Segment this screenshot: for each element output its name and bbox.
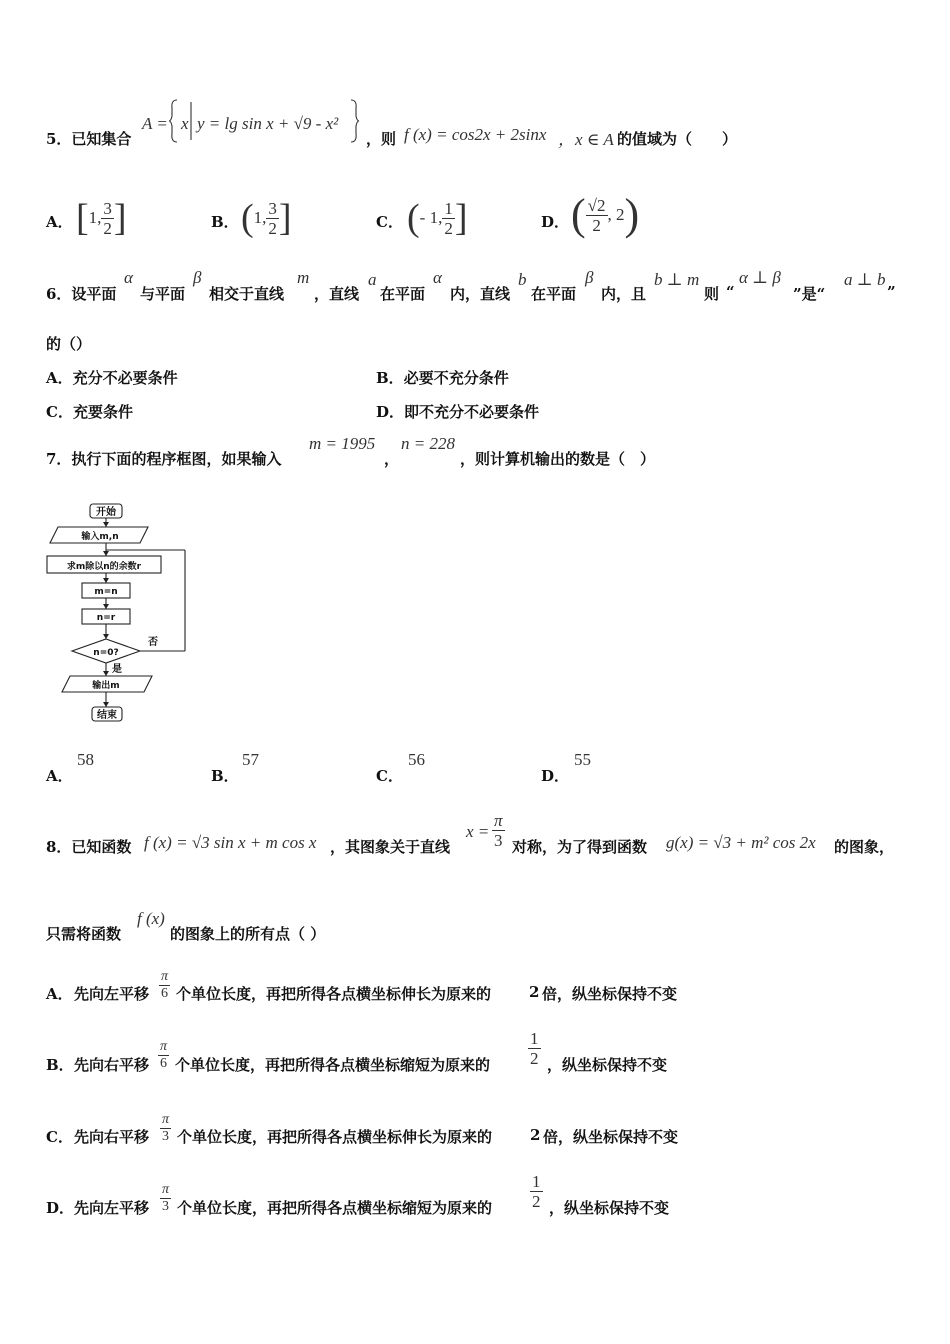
q6-condition: b ⊥ m bbox=[654, 270, 700, 289]
q8-opt-c-pre: 先向右平移 bbox=[74, 1128, 150, 1146]
q7-opt-c-value: 56 bbox=[408, 750, 425, 769]
q6-a: a bbox=[368, 270, 377, 289]
q8-opt-a-ratio: 2 bbox=[529, 983, 540, 1001]
q8-opt-b-den: 6 bbox=[160, 1056, 167, 1071]
q6-opt-a-label: A． bbox=[46, 369, 73, 387]
q7-flowchart bbox=[40, 500, 200, 725]
flow-assign-n-text: n=r bbox=[96, 613, 116, 623]
q8-opt-b-frac bbox=[158, 1040, 169, 1071]
flow-end-text: 结束 bbox=[97, 710, 117, 721]
q7-opt-b-value: 57 bbox=[242, 750, 259, 769]
q8-f-definition: f (x) = √3 sin x + m cos x bbox=[144, 833, 317, 852]
q8-opt-d-mid: 个单位长度，再把所得各点横坐标缩短为原来的 bbox=[177, 1199, 493, 1217]
flow-no-label: 否 bbox=[148, 637, 158, 648]
q8-text-4: 的图象， bbox=[834, 838, 895, 856]
q5-set-lhs: A = bbox=[142, 114, 168, 133]
q6-opt-c-label: C． bbox=[46, 403, 73, 421]
flow-condition-text: n=0? bbox=[93, 648, 119, 658]
q6-text-9: 则 bbox=[704, 285, 720, 303]
q6-opt-b-text: 必要不充分条件 bbox=[403, 369, 509, 387]
q8-three: 3 bbox=[494, 831, 503, 850]
q7-m-value: m = 1995 bbox=[309, 434, 376, 453]
q6-opt-b bbox=[376, 367, 509, 388]
q8-line-lhs: x = bbox=[466, 822, 490, 841]
q8-opt-b-mid: 个单位长度，再把所得各点横坐标缩短为原来的 bbox=[175, 1056, 491, 1074]
q5-set-body: y = lg sin x + √9 - x² bbox=[197, 114, 339, 133]
q5-opt-d-label: D． bbox=[541, 213, 570, 231]
q6-beta: β bbox=[193, 268, 202, 287]
q5-opt-c-label: C． bbox=[376, 213, 403, 231]
q5-opt-a-label: A． bbox=[46, 213, 73, 231]
q6-b: b bbox=[518, 270, 527, 289]
q6-text-5: 在平面 bbox=[380, 285, 426, 303]
q8-opt-c-num: π bbox=[162, 1112, 170, 1127]
q8-fx: f (x) bbox=[137, 909, 165, 928]
q6-opt-d-label: D． bbox=[376, 403, 405, 421]
q6-alpha-2: α bbox=[433, 268, 442, 287]
q8-opt-c-mid: 个单位长度，再把所得各点横坐标伸长为原来的 bbox=[177, 1128, 493, 1146]
q8-opt-d-post: ，纵坐标保持不变 bbox=[549, 1199, 670, 1217]
q8-pi: π bbox=[494, 811, 503, 830]
q8-opt-c-post: 倍，纵坐标保持不变 bbox=[543, 1128, 679, 1146]
q6-line-2: 的（） bbox=[46, 335, 92, 353]
q5-stem-end: 的值域为（ ） bbox=[617, 130, 738, 148]
q6-opt-c bbox=[46, 401, 133, 422]
q6-opt-d-text: 即不充分不必要条件 bbox=[404, 403, 540, 421]
q8-opt-b-ratio bbox=[528, 1030, 541, 1067]
q7-comma: ， bbox=[384, 450, 400, 468]
q6-quote-3: ” bbox=[887, 283, 896, 301]
q7-opt-d-value: 55 bbox=[574, 750, 591, 769]
q5-stem-start: 5．已知集合 bbox=[46, 130, 132, 148]
q6-m: m bbox=[297, 268, 310, 287]
q6-opt-a bbox=[46, 367, 178, 388]
q8-opt-b-pre: 先向右平移 bbox=[74, 1056, 150, 1074]
q8-opt-b-label: B． bbox=[46, 1056, 74, 1074]
flow-output-text: 输出m bbox=[92, 681, 120, 691]
q6-text-8: 内，且 bbox=[601, 285, 647, 303]
q6-text-6: 内，直线 bbox=[450, 285, 511, 303]
q7-text-2: ，则计算机输出的数是（ ） bbox=[460, 450, 656, 468]
q5-opt-b-value: (1, $\frac{3}{2}$ ] bbox=[241, 197, 292, 239]
q8-opt-a-post: 倍，纵坐标保持不变 bbox=[542, 985, 678, 1003]
q6-text-7: 在平面 bbox=[531, 285, 577, 303]
flow-remainder-text: 求m除以n的余数r bbox=[66, 562, 142, 572]
q8-opt-a-pre: 先向左平移 bbox=[74, 985, 150, 1003]
q5-opt-c-value: (- 1, $\frac{1}{2}$ ] bbox=[407, 197, 468, 239]
q5-opt-b-label: B． bbox=[211, 213, 239, 231]
q7-n-value: n = 228 bbox=[401, 434, 455, 453]
q5-function: f (x) = cos2x + 2sinx bbox=[404, 125, 547, 144]
q6-beta-2: β bbox=[585, 268, 594, 287]
q6-opt-d bbox=[376, 401, 539, 422]
q7-opt-d-label: D． bbox=[541, 767, 570, 785]
q8-opt-b-rnum: 1 bbox=[530, 1029, 539, 1048]
q6-opt-b-label: B． bbox=[376, 369, 404, 387]
q8-opt-b-post: ，纵坐标保持不变 bbox=[547, 1056, 668, 1074]
flow-assign-m-text: m=n bbox=[94, 587, 118, 597]
q6-opt-c-text: 充要条件 bbox=[72, 403, 133, 421]
q7-opt-b-label: B． bbox=[211, 767, 239, 785]
q8-opt-a-mid: 个单位长度，再把所得各点横坐标伸长为原来的 bbox=[176, 985, 492, 1003]
q7-opt-c-label: C． bbox=[376, 767, 403, 785]
q6-quote-2: ”是“ bbox=[793, 285, 826, 303]
q8-opt-d-num: π bbox=[162, 1182, 170, 1197]
q8-opt-a-label: A． bbox=[46, 985, 73, 1003]
q8-opt-a-den: 6 bbox=[161, 986, 168, 1001]
q8-text-1: 8．已知函数 bbox=[46, 838, 132, 856]
q5-opt-a-value: [1, $\frac{3}{2}$ ] bbox=[76, 197, 127, 239]
q6-text-1: 6．设平面 bbox=[46, 285, 117, 303]
q8-opt-c-ratio: 2 bbox=[530, 1126, 541, 1144]
q8-line-frac bbox=[492, 812, 505, 849]
q6-text-2: 与平面 bbox=[140, 285, 186, 303]
q8-opt-d-pre: 先向左平移 bbox=[74, 1199, 150, 1217]
q8-opt-c-label: C． bbox=[46, 1128, 73, 1146]
q8-opt-b-rden: 2 bbox=[530, 1049, 539, 1068]
flow-yes-label: 是 bbox=[112, 664, 122, 675]
q6-quote-1: “ bbox=[726, 283, 735, 301]
q8-opt-d-rnum: 1 bbox=[532, 1172, 541, 1191]
q8-opt-d-rden: 2 bbox=[532, 1192, 541, 1211]
q7-opt-a-value: 58 bbox=[77, 750, 94, 769]
q8-opt-d-den: 3 bbox=[162, 1199, 169, 1214]
q8-opt-c-den: 3 bbox=[162, 1129, 169, 1144]
q8-opt-d-ratio bbox=[530, 1173, 543, 1210]
q5-stem-mid: ，则 bbox=[366, 130, 397, 148]
q8-opt-d-frac bbox=[160, 1183, 171, 1214]
q6-opt-a-text: 充分不必要条件 bbox=[72, 369, 178, 387]
q8-opt-a-frac bbox=[159, 970, 170, 1001]
q8-line-2a: 只需将函数 bbox=[46, 925, 122, 943]
q6-alpha: α bbox=[124, 268, 133, 287]
q5-set-var: x bbox=[181, 114, 189, 133]
q8-opt-b-num: π bbox=[160, 1039, 168, 1054]
q8-opt-c-frac bbox=[160, 1113, 171, 1144]
flow-input-text: 输入m,n bbox=[81, 532, 119, 542]
q5-opt-d-value: ( $\frac{√2}{2}$ , 2) bbox=[571, 190, 640, 239]
q6-relation-1: α ⊥ β bbox=[739, 268, 781, 287]
q8-text-3: 对称，为了得到函数 bbox=[512, 838, 648, 856]
flow-start-text: 开始 bbox=[96, 507, 116, 518]
q8-opt-a-num: π bbox=[161, 969, 169, 984]
q6-text-3: 相交于直线 bbox=[209, 285, 285, 303]
q8-line-2b: 的图象上的所有点（ ） bbox=[170, 925, 326, 943]
q7-opt-a-label: A． bbox=[46, 767, 73, 785]
q7-text-1: 7．执行下面的程序框图，如果输入 bbox=[46, 450, 282, 468]
q5-domain: ，x ∈ A bbox=[558, 130, 614, 149]
q8-opt-d-label: D． bbox=[46, 1199, 75, 1217]
q8-text-2: ，其图象关于直线 bbox=[330, 838, 451, 856]
q6-relation-2: a ⊥ b bbox=[844, 270, 886, 289]
q6-text-4: ，直线 bbox=[314, 285, 360, 303]
q8-g-definition: g(x) = √3 + m² cos 2x bbox=[666, 833, 816, 852]
